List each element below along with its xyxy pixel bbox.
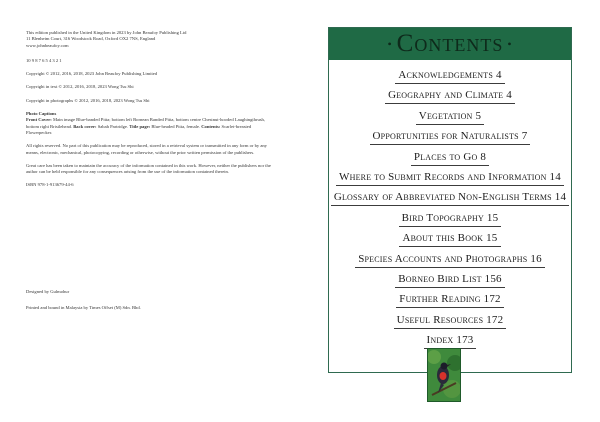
imprint-credits <box>26 289 276 322</box>
photo-captions <box>26 111 276 136</box>
publisher-line: This edition published in the United Kingdom in 2023 by John Beaufoy Publishing Ltd <box>26 30 187 35</box>
contents-entry-label[interactable]: Further Reading 172 <box>396 293 503 308</box>
contents-title: Contents <box>396 30 504 57</box>
contents-panel <box>328 27 572 373</box>
contents-entry[interactable] <box>329 89 571 109</box>
contents-entry[interactable] <box>329 130 571 150</box>
title-ornament-right: • <box>507 36 513 51</box>
rights-statement: All rights reserved. No part of this publication may be reproduced, stored in a retrieval system or transmitted in any form or by any means, electronic, mechanical, photocopying, recording or otherwise, without the prior written permission of the publishers. <box>26 143 267 155</box>
contents-entry[interactable] <box>329 232 571 252</box>
contents-entry[interactable] <box>329 293 571 313</box>
contents-entry[interactable] <box>329 191 571 211</box>
back-cover-caption: Sabah Partridge. <box>96 123 129 129</box>
contents-caption: Scarlet-breasted Flowerpecker. <box>26 123 252 135</box>
contents-entry[interactable] <box>329 253 571 273</box>
contents-entry-label[interactable]: About this Book 15 <box>399 232 500 247</box>
contents-entry[interactable] <box>329 110 571 130</box>
title-page-label: Title page: <box>129 123 151 129</box>
copyright-publisher: Copyright © 2012, 2016, 2018, 2023 John Beaufoy Publishing Limited <box>26 71 158 77</box>
contents-header <box>329 28 571 60</box>
title-page-caption: Blue-headed Pitta, female. <box>150 123 201 129</box>
title-ornament-left: • <box>387 36 393 51</box>
contents-entry-label[interactable]: Index 173 <box>424 334 477 349</box>
contents-entry[interactable] <box>329 314 571 334</box>
copyright-photos: Copyright in photographs © 2012, 2016, 2018, 2023 Wong Tsu Shi <box>26 97 150 103</box>
contents-entry-label[interactable]: Where to Submit Records and Information 14 <box>336 171 564 186</box>
copyright-text: Copyright in text © 2012, 2016, 2018, 2023 Wong Tsu Shi <box>26 84 134 90</box>
contents-caption-label: Contents: <box>201 123 221 129</box>
contents-entry-label[interactable]: Opportunities for Naturalists 7 <box>370 130 531 145</box>
publisher-website: www.johnbeaufoy.com <box>26 42 69 48</box>
contents-entry[interactable] <box>329 171 571 191</box>
accuracy-disclaimer: Great care has been taken to maintain the accuracy of the information contained in this work. However, neither the publishers nor the author can be held responsible for any consequences arising from the use of the information contained therein. <box>26 162 271 175</box>
print-run: 10 9 8 7 6 5 4 3 2 1 <box>26 57 62 63</box>
back-cover-label: Back cover: <box>73 123 97 129</box>
contents-entry-label[interactable]: Places to Go 8 <box>411 151 489 166</box>
contents-entry-label[interactable]: Vegetation 5 <box>416 110 484 125</box>
front-cover-caption: Main image Blue-banded Pitta; bottom left Bornean Banded Pitta, bottom centre Chestnut-hooded Laughingthrush, bottom right Bristlehead. <box>26 117 265 129</box>
contents-list <box>329 69 571 354</box>
flowerpecker-photo <box>427 348 461 402</box>
imprint-page <box>26 30 276 196</box>
isbn: ISBN 978-1-913679-44-6 <box>26 182 74 188</box>
contents-entry-label[interactable]: Species Accounts and Photographs 16 <box>355 253 545 268</box>
bird-illustration <box>428 349 460 401</box>
contents-entry-label[interactable]: Acknowledgements 4 <box>395 69 504 84</box>
publisher-address-line: 11 Blenheim Court, 316 Woodstock Road, Oxford OX2 7NS, England <box>26 36 156 42</box>
front-cover-label: Front Cover: <box>26 117 52 123</box>
contents-entry[interactable] <box>329 151 571 171</box>
printer-credit: Printed and bound in Malaysia by Times Offset (M) Sdn. Bhd. <box>26 305 141 311</box>
designer-credit: Designed by Gulmohur <box>26 289 70 294</box>
contents-entry-label[interactable]: Geography and Climate 4 <box>385 89 515 104</box>
contents-entry-label[interactable]: Glossary of Abbreviated Non-English Terms 14 <box>331 191 569 206</box>
photo-captions-title: Photo Captions <box>26 111 57 117</box>
contents-entry-label[interactable]: Borneo Bird List 156 <box>395 273 504 288</box>
contents-entry-label[interactable]: Bird Topography 15 <box>399 212 502 227</box>
publisher-address <box>26 30 276 49</box>
contents-entry[interactable] <box>329 69 571 89</box>
contents-entry[interactable] <box>329 212 571 232</box>
contents-entry[interactable] <box>329 273 571 293</box>
contents-entry-label[interactable]: Useful Resources 172 <box>394 314 507 329</box>
